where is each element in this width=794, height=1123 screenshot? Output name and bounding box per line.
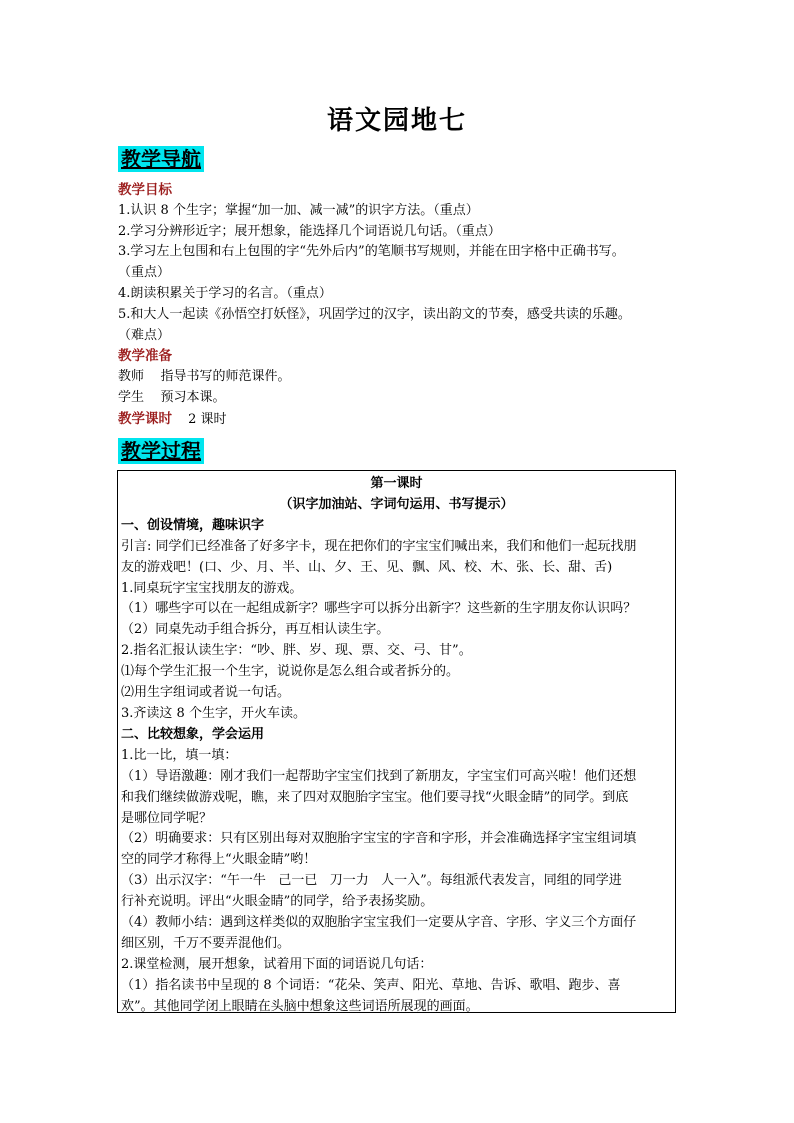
section-heading-teaching-nav: 教学导航 bbox=[118, 146, 204, 172]
lesson-line: 和我们继续做游戏呢，瞧，来了四对双胞胎字宝宝。他们要寻找“火眼金睛”的同学。到底 bbox=[121, 789, 629, 805]
lesson-line: （1）哪些字可以在一起组成新字？哪些字可以拆分出新字？这些新的生字朋友你认识吗？ bbox=[121, 601, 637, 617]
lesson-line: （1）指名读书中呈现的 8 个词语：“花朵、笑声、阳光、草地、告诉、歌唱、跑步、喜 bbox=[121, 977, 621, 993]
objective-line: 1.认识 8 个生字；掌握“加一加、减一减”的识字方法。（重点） bbox=[118, 202, 479, 218]
lesson-line: （2）同桌先动手组合拆分，再互相认读生字。 bbox=[121, 622, 390, 638]
lesson-line: 1.比一比，填一填： bbox=[121, 747, 238, 763]
hours-row bbox=[118, 409, 678, 431]
lesson-line: 是哪位同学呢？ bbox=[121, 810, 213, 826]
objective-line: 4.朗读积累关于学习的名言。（重点） bbox=[118, 285, 332, 301]
lesson-title: 第一课时 bbox=[370, 476, 423, 491]
lesson-subtitle: （识字加油站、字词句运用、书写提示） bbox=[279, 496, 514, 512]
section-heading-teaching-process: 教学过程 bbox=[118, 438, 204, 464]
lesson-plan-box bbox=[117, 470, 676, 1013]
objectives-heading: 教学目标 bbox=[118, 182, 172, 198]
lesson-line: 2.课堂检测，展开想象，试着用下面的词语说几句话： bbox=[121, 956, 433, 972]
lesson-line: ⑴每个学生汇报一个生字，说说你是怎么组合或者拆分的。 bbox=[121, 664, 460, 680]
lesson-line: （3）出示汉字：“午一牛 己一已 刀一力 人一入”。每组派代表发言，同组的同学进 bbox=[121, 873, 622, 889]
objective-line: 5.和大人一起读《孙悟空打妖怪》，巩固学过的汉字，读出韵文的节奏，感受共读的乐趣。 bbox=[118, 306, 631, 322]
lesson-line: 友的游戏吧！(口、少、月、半、山、夕、王、见、飘、风、校、木、张、长、甜、舌) bbox=[121, 559, 613, 575]
lesson-line: 引言: 同学们已经准备了好多字卡，现在把你们的字宝宝们喊出来，我们和他们一起玩找朋 bbox=[121, 538, 637, 554]
lesson-line: （1）导语激趣：刚才我们一起帮助字宝宝们找到了新朋友，字宝宝们可高兴啦！他们还想 bbox=[121, 768, 637, 784]
preparation-line: 教师 指导书写的师范课件。 bbox=[118, 369, 291, 385]
objective-line: （难点） bbox=[118, 327, 171, 343]
lesson-line: 欢”。其他同学闭上眼睛在头脑中想象这些词语所展现的画面。 bbox=[121, 998, 479, 1014]
hours-value: 2 课时 bbox=[188, 411, 227, 427]
preparation-heading: 教学准备 bbox=[118, 348, 172, 365]
objective-line: 3.学习左上包围和右上包围的字“先外后内”的笔顺书写规则，并能在田字格中正确书写。 bbox=[118, 244, 625, 260]
lesson-line: 2.指名汇报认读生字：“吵、胖、岁、现、票、交、弓、甘”。 bbox=[121, 643, 472, 659]
objective-line: 2.学习分辨形近字；展开想象，能选择几个词语说几句话。（重点） bbox=[118, 223, 501, 239]
lesson-line: ⑵用生字组词或者说一句话。 bbox=[121, 685, 291, 701]
preparation-line: 学生 预习本课。 bbox=[118, 389, 226, 405]
lesson-line: 空的同学才称得上“火眼金睛”哟！ bbox=[121, 852, 317, 868]
teaching-nav-block bbox=[118, 180, 678, 431]
lesson-line: 行补充说明。评出“火眼金睛”的同学，给予表扬奖励。 bbox=[121, 894, 434, 910]
lesson-line: （2）明确要求：只有区别出每对双胞胎字宝宝的字音和字形，并会准确选择字宝宝组词填 bbox=[121, 831, 637, 847]
lesson-section-heading: 一、创设情境，趣味识字 bbox=[121, 517, 265, 533]
lesson-line: （4）教师小结：遇到这样类似的双胞胎字宝宝我们一定要从字音、字形、字义三个方面仔 bbox=[121, 915, 637, 931]
lesson-line: 3.齐读这 8 个生字，开火车读。 bbox=[121, 705, 306, 721]
hours-label: 教学课时 bbox=[118, 410, 172, 427]
lesson-section-heading: 二、比较想象，学会运用 bbox=[121, 726, 265, 742]
lesson-lines bbox=[121, 516, 672, 1018]
objective-line: （重点） bbox=[118, 265, 171, 281]
page-title: 语文园地七 bbox=[326, 106, 467, 136]
lesson-line: 1.同桌玩字宝宝找朋友的游戏。 bbox=[121, 580, 303, 596]
lesson-line: 细区别，千万不要弄混他们。 bbox=[121, 935, 291, 951]
